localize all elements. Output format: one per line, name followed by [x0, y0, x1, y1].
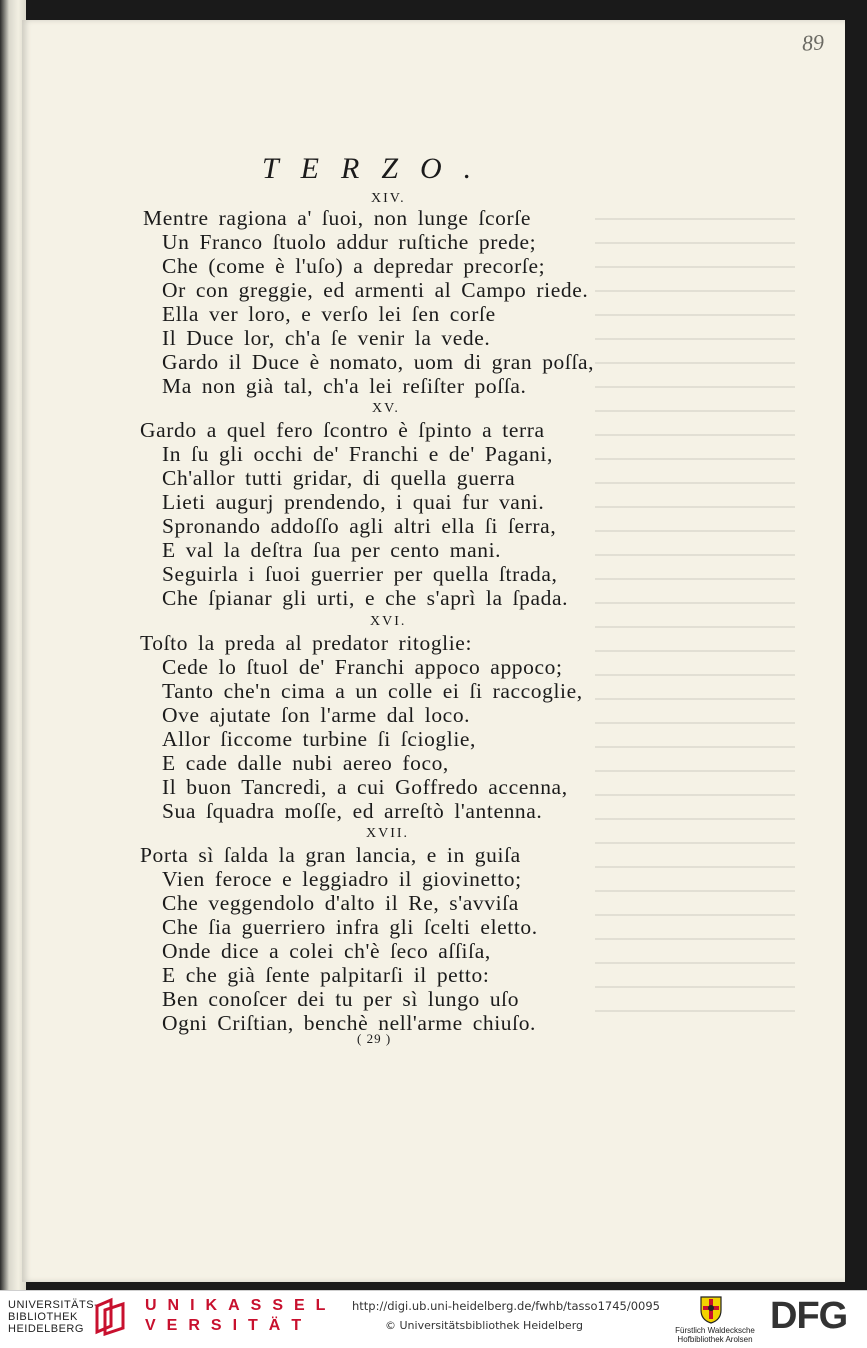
copyright-notice: © Universitätsbibliothek Heidelberg — [385, 1319, 584, 1332]
verse-line: Che ſia guerriero infra gli ſcelti eletto. — [162, 915, 538, 939]
stanza-number: XV. — [372, 401, 400, 416]
ub-heidelberg-logo[interactable] — [8, 1299, 98, 1335]
verse-line: Toſto la preda al predator ritoglie: — [140, 631, 473, 655]
page-signature: ( 29 ) — [357, 1031, 392, 1046]
folio-number: 89 — [801, 29, 825, 56]
verse-line: Ella ver loro, e verſo lei ſen corſe — [162, 302, 496, 326]
show-through — [595, 200, 795, 1030]
kassel-line-top: UNIKASSEL — [145, 1297, 337, 1314]
verse-line: Cede lo ſtuol de' Franchi appoco appoco; — [162, 655, 563, 679]
ub-name-line: UNIVERSITÄTS- — [8, 1299, 99, 1311]
stanza-number: XVI. — [370, 614, 407, 629]
verse-line: Il Duce lor, ch'a ſe venir la vede. — [162, 326, 491, 350]
verse-line: Ogni Criſtian, benchè nell'arme chiuſo. — [162, 1011, 537, 1035]
verse-line: Il buon Tancredi, a cui Goffredo accenna, — [162, 775, 568, 799]
verse-line: Vien feroce e leggiadro il giovinetto; — [162, 867, 522, 891]
verse-line: Lieti augurj prendendo, i quai fur vani. — [162, 490, 545, 514]
verse-line: E val la deſtra ſua per cento mani. — [162, 538, 502, 562]
verse-line: Or con greggie, ed armenti al Campo riede. — [162, 278, 589, 302]
stanza-number: XVII. — [366, 826, 410, 841]
verse-line: Porta sì ſalda la gran lancia, e in guiſa — [140, 843, 521, 867]
verse-line: Spronando addoſſo agli altri ella ſi ſerra, — [162, 514, 557, 538]
verse-line: Ma non già tal, ch'a lei reſiſter poſſa. — [162, 374, 527, 398]
ub-heidelberg-mark-icon — [93, 1296, 127, 1336]
verse-line: Onde dice a colei ch'è ſeco aſſiſa, — [162, 939, 491, 963]
verse-line: Ben conoſcer dei tu per sì lungo uſo — [162, 987, 520, 1011]
running-head: TERZO. — [262, 152, 494, 185]
verse-line: Gardo a quel fero ſcontro è ſpinto a terra — [140, 418, 545, 442]
verse-line: Allor ſiccome turbine ſi ſcioglie, — [162, 727, 477, 751]
stanza-number: XIV. — [371, 191, 406, 206]
waldeck-library-logo[interactable] — [670, 1326, 760, 1344]
dfg-logo[interactable]: DFG — [770, 1295, 848, 1337]
verse-line: In ſu gli occhi de' Franchi e de' Pagani, — [162, 442, 553, 466]
waldeck-crest-icon — [698, 1294, 724, 1324]
ub-name-line: BIBLIOTHEK — [8, 1311, 78, 1323]
verse-line: Seguirla i ſuoi guerrier per quella ſtrada, — [162, 562, 558, 586]
verse-line: E cade dalle nubi aereo foco, — [162, 751, 449, 775]
verse-line: Gardo il Duce è nomato, uom di gran poſſa, — [162, 350, 595, 374]
verse-line: Che ſpianar gli urti, e che s'aprì la ſpada. — [162, 586, 569, 610]
waldeck-line: Fürstlich Waldecksche — [675, 1326, 755, 1335]
verse-line: E che già ſente palpitarſi il petto: — [162, 963, 490, 987]
waldeck-line: Hofbibliothek Arolsen — [677, 1335, 753, 1344]
verse-line: Mentre ragiona a' ſuoi, non lunge ſcorſe — [143, 206, 531, 230]
ub-name-line: HEIDELBERG — [8, 1323, 84, 1335]
verse-line: Ove ajutate ſon l'arme dal loco. — [162, 703, 471, 727]
verse-line: Tanto che'n cima a un colle ei ſi raccoglie, — [162, 679, 583, 703]
verse-line: Un Franco ſtuolo addur ruſtiche prede; — [162, 230, 537, 254]
uni-kassel-logo[interactable] — [145, 1296, 336, 1336]
verse-line: Sua ſquadra moſſe, ed arreſtò l'antenna. — [162, 799, 543, 823]
verse-line: Che veggendolo d'alto il Re, s'avviſa — [162, 891, 519, 915]
verse-line: Ch'allor tutti gridar, di quella guerra — [162, 466, 516, 490]
permalink-url[interactable]: http://digi.ub.uni-heidelberg.de/fwhb/tasso1745/0095 — [352, 1299, 660, 1313]
kassel-line-bottom: VERSITÄT — [145, 1317, 313, 1334]
verse-line: Che (come è l'uſo) a depredar precorſe; — [162, 254, 546, 278]
